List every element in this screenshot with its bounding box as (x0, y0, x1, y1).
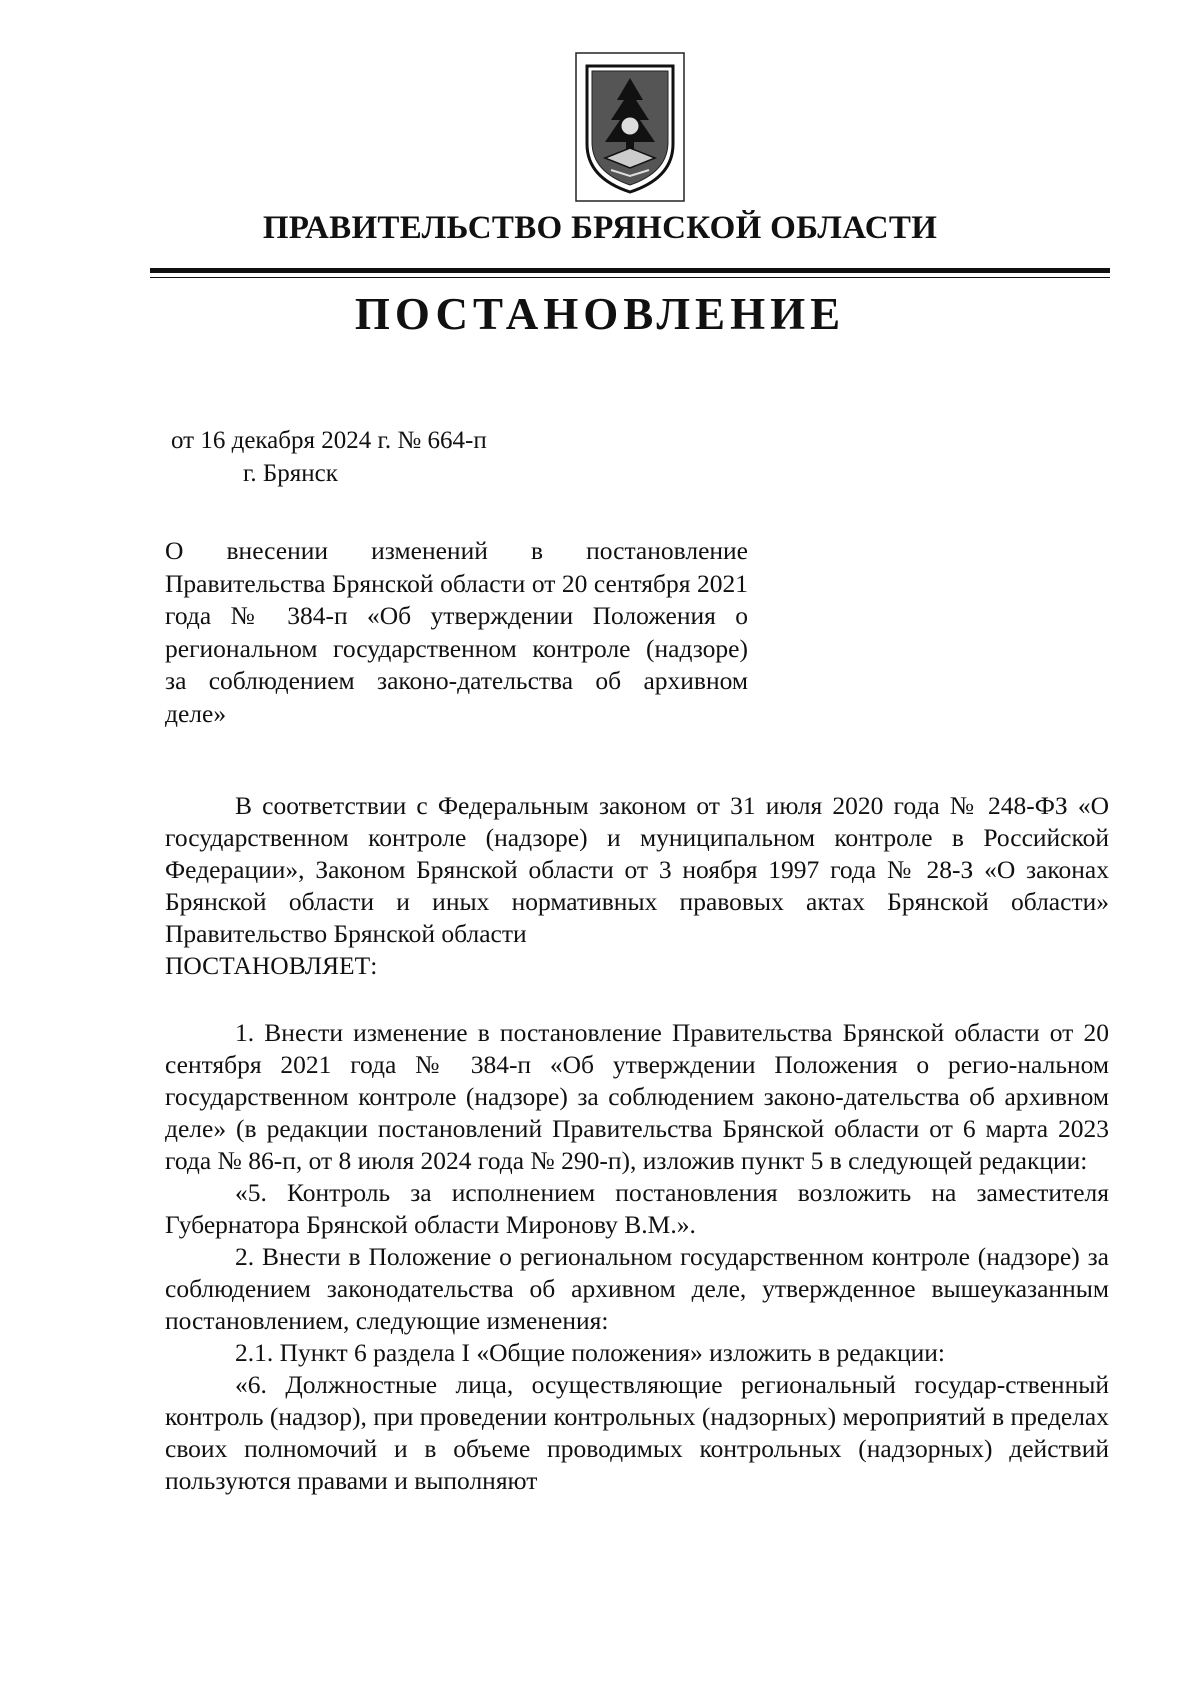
item-2-1-paragraph: 2.1. Пункт 6 раздела I «Общие положения» изложить в редакции: (235, 1338, 945, 1367)
city: г. Брянск (243, 460, 338, 487)
government-title: ПРАВИТЕЛЬСТВО БРЯНСКОЙ ОБЛАСТИ (262, 210, 938, 246)
item-2-1-quote-paragraph: «6. Должностные лица, осуществляющие региональный государ-ственный контроль (надзор), при проведении контрольных (надзорных) мероприятий в пределах своих полномочий и в объеме проводимых контрольных (надзорных) действий пользуются правами и выполняют (165, 1370, 1109, 1495)
item-1-paragraph: 1. Внести изменение в постановление Правительства Брянской области от 20 сентября 2021 года № 384-п «Об утверждении Положения о регио-нальном государственном контроле (надзоре) за соблюдением законо-дательства об архивном деле» (в редакции постановлений Правительства Брянской области от 6 марта 2023 года № 86-п, от 8 июля 2024 года № 290-п), изложив пункт 5 в следующей редакции: (165, 1018, 1109, 1175)
document-type-title: ПОСТАНОВЛЕНИЕ (354, 289, 846, 339)
item-1-quote-paragraph: «5. Контроль за исполнением постановления возложить на заместителя Губернатора Брянской области Миронову В.М.». (165, 1178, 1109, 1239)
resolves-keyword: ПОСТАНОВЛЯЕТ: (165, 951, 378, 980)
bryansk-coat-of-arms-icon (575, 52, 685, 202)
item-2-paragraph: 2. Внести в Положение о региональном государственном контроле (надзоре) за соблюдением законодательства об архивном деле, утвержденное вышеуказанным постановлением, следующие изменения: (165, 1242, 1109, 1335)
document-subject: О внесении изменений в постановление Правительства Брянской области от 20 сентября 2021 года № 384-п «Об утверждении Положения о региональном государственном контроле (надзоре) за соблюдением законо-дательства об архивном деле» (165, 536, 748, 728)
header-rule-thin (150, 277, 1110, 278)
document-body (165, 790, 1109, 1497)
date-and-number: от 16 декабря 2024 г. № 664-п (171, 427, 487, 454)
preamble-paragraph: В соответствии с Федеральным законом от 31 июля 2020 года № 248-ФЗ «О государственном контроле (надзоре) и муниципальном контроле в Российской Федерации», Законом Брянской области от 3 ноября 1997 года № 28-З «О законах Брянской области и иных нормативных правовых актах Брянской области» Правительство Брянской области (165, 791, 1109, 948)
header-rule-thick (150, 268, 1110, 273)
